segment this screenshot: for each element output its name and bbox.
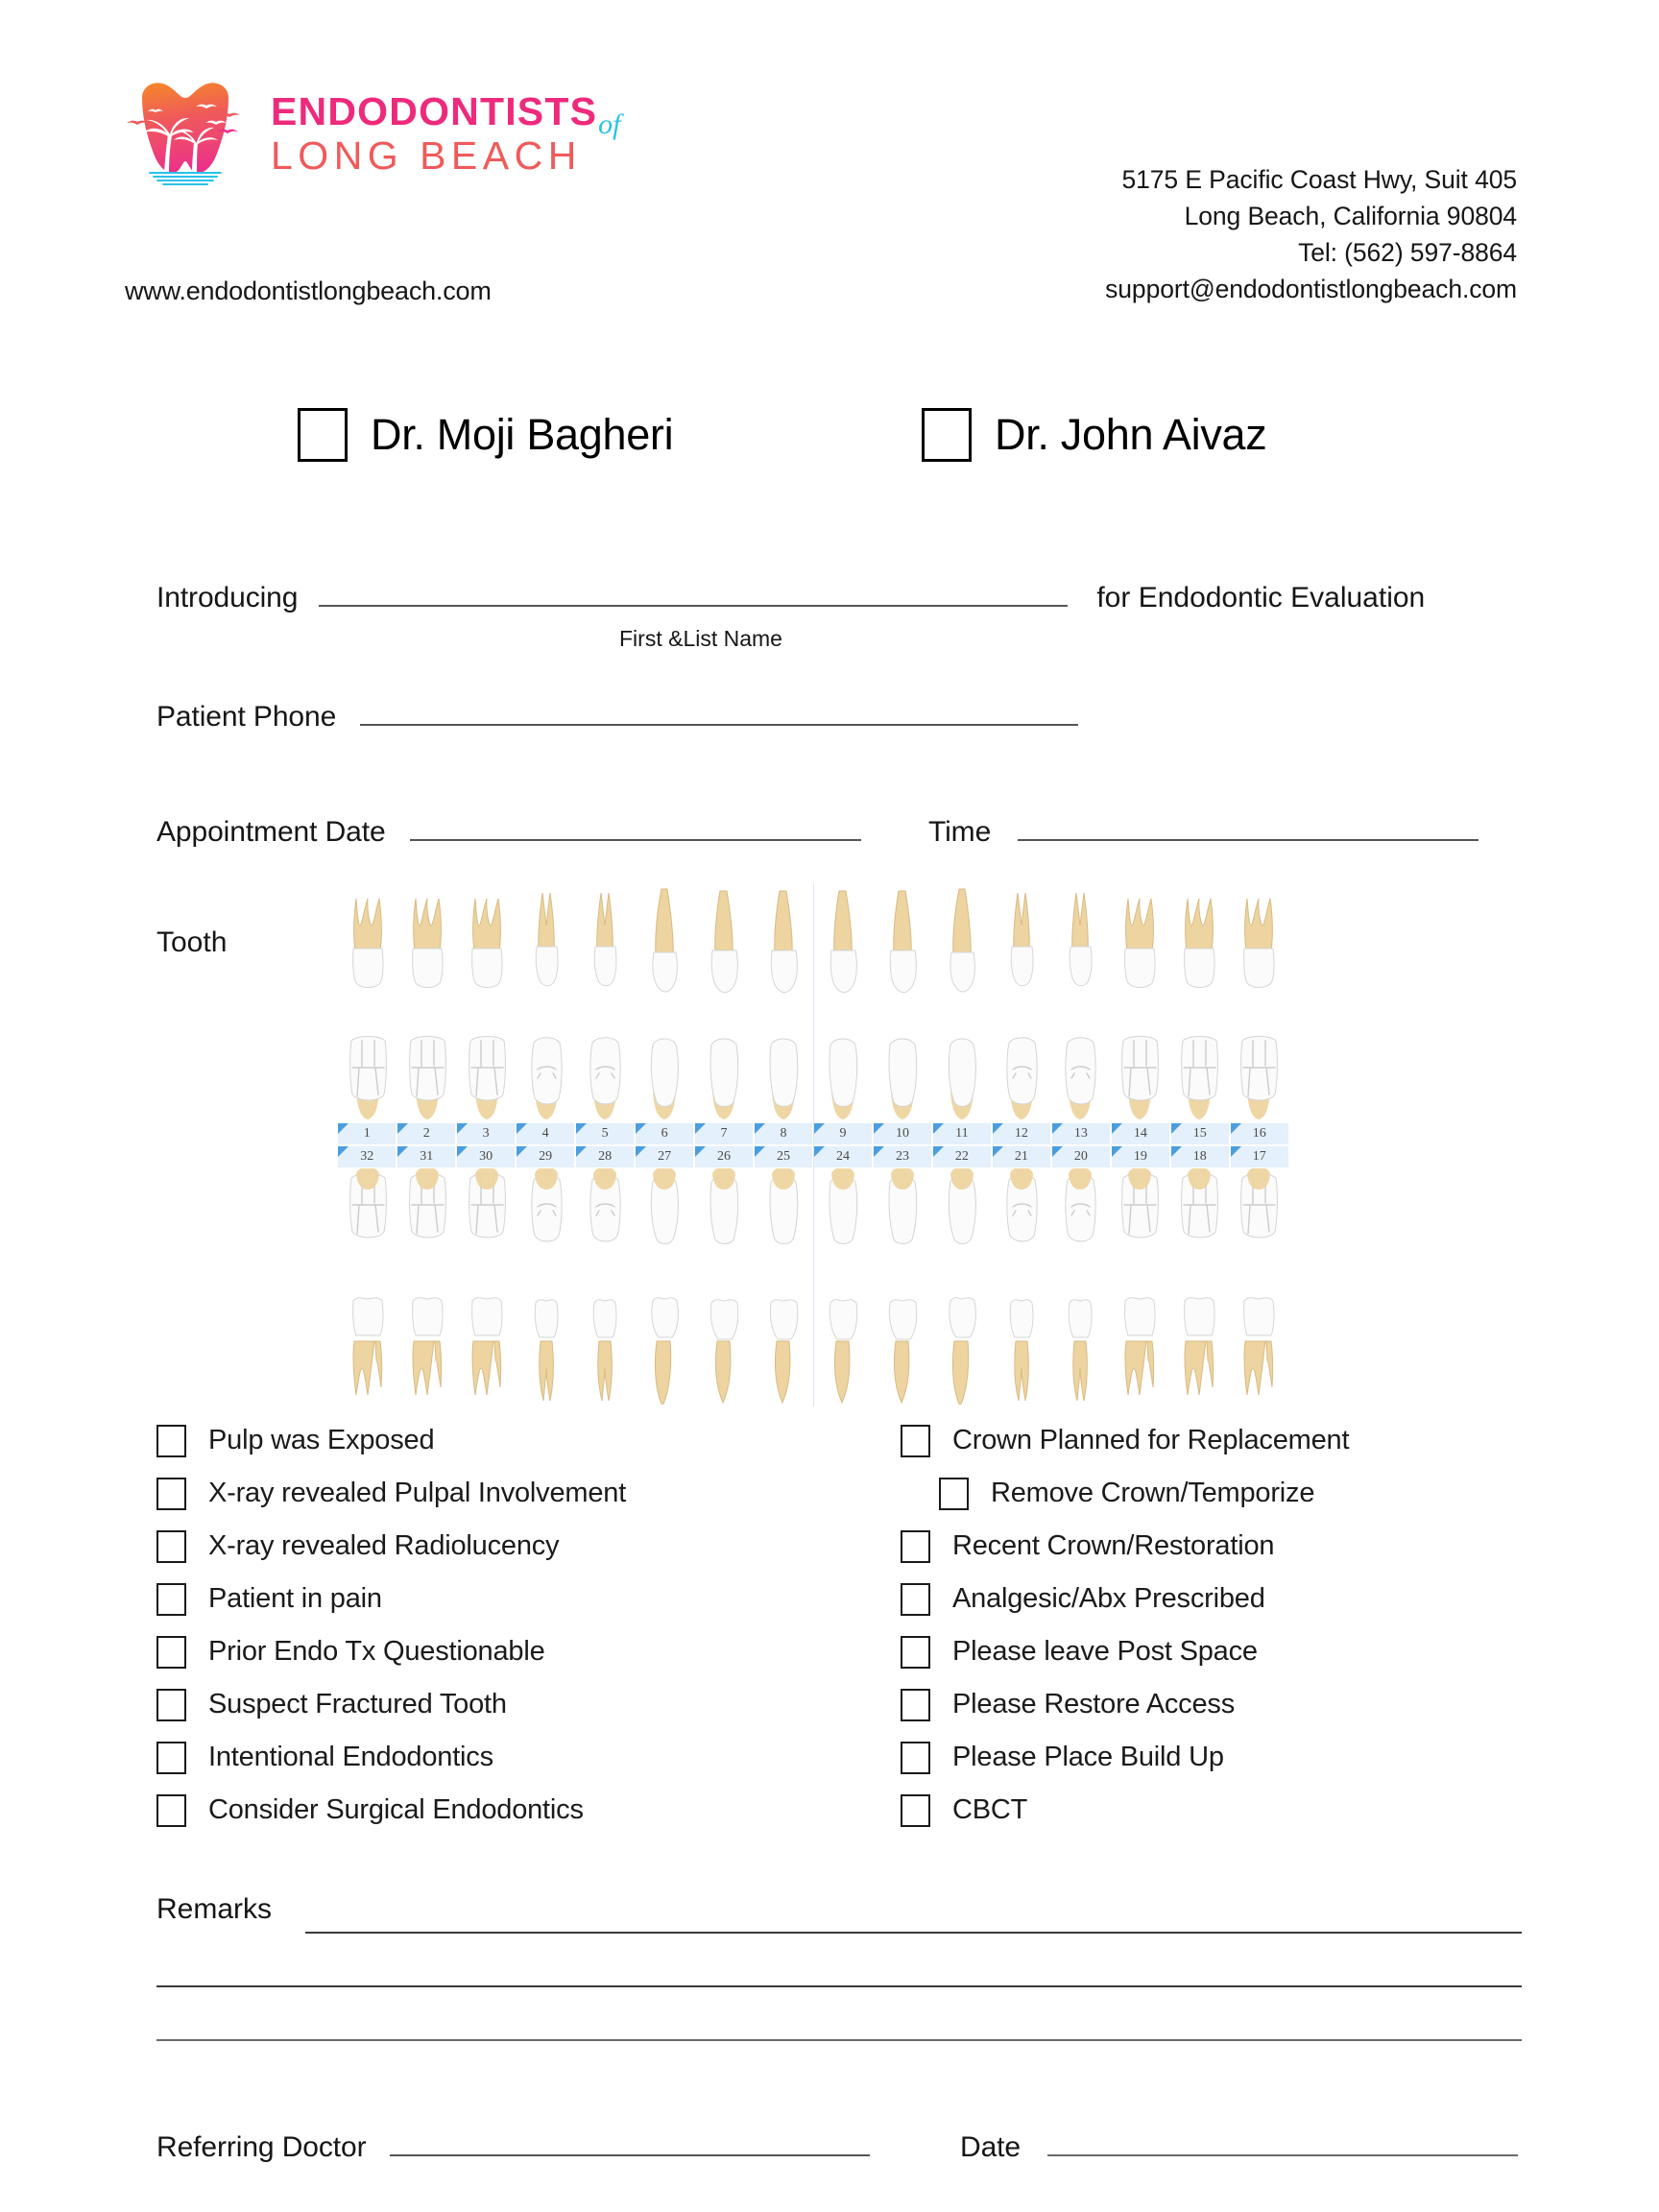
checkbox[interactable] — [156, 1425, 186, 1457]
appointment-date-label: Appointment Date — [156, 816, 386, 848]
checkbox[interactable] — [901, 1689, 930, 1721]
tooth-side-view — [997, 1261, 1046, 1405]
tooth-3[interactable] — [457, 887, 517, 1123]
tooth-occlusal-view — [758, 1168, 808, 1261]
tooth-side-view — [699, 1261, 749, 1405]
checklist-column-left — [156, 1414, 626, 1837]
tooth-28[interactable] — [576, 1168, 636, 1405]
doctor-checkbox[interactable] — [922, 408, 972, 462]
checklist-item-label: Suspect Fractured Tooth — [208, 1689, 507, 1719]
tooth-26[interactable] — [694, 1168, 754, 1405]
tooth-number-cell[interactable]: 27 — [636, 1146, 693, 1167]
tooth-side-view — [1115, 1261, 1165, 1405]
checkbox[interactable] — [901, 1794, 930, 1827]
checklist-item[interactable] — [901, 1573, 1349, 1625]
tooth-21[interactable] — [992, 1168, 1051, 1405]
checklist-item[interactable] — [156, 1520, 626, 1573]
checklist-item-label: Patient in pain — [208, 1583, 382, 1614]
wordmark-endodontists: ENDODONTISTS — [271, 88, 598, 133]
checkbox[interactable] — [156, 1530, 186, 1563]
tooth-side-view — [1234, 1261, 1284, 1405]
tooth-side-view — [997, 887, 1046, 1031]
tooth-occlusal-view — [937, 1031, 987, 1123]
tooth-number-cell[interactable]: 19 — [1112, 1146, 1169, 1167]
checkbox[interactable] — [156, 1478, 186, 1510]
introducing-caption: First &List Name — [619, 626, 782, 651]
tooth-chart-label: Tooth — [156, 926, 228, 958]
tooth-9[interactable] — [813, 887, 873, 1123]
tooth-side-view — [878, 1261, 927, 1405]
upper-tooth-numbers — [338, 1123, 1288, 1144]
tooth-number-cell[interactable]: 6 — [636, 1123, 693, 1144]
tooth-side-view — [818, 1261, 868, 1405]
tooth-occlusal-view — [997, 1168, 1046, 1261]
tooth-occlusal-view — [639, 1031, 689, 1123]
tooth-side-view — [1115, 887, 1165, 1031]
tooth-8[interactable] — [754, 887, 813, 1123]
tooth-30[interactable] — [457, 1168, 517, 1405]
checkbox[interactable] — [901, 1530, 930, 1563]
practice-logo — [113, 75, 689, 192]
checklist-item[interactable] — [156, 1784, 626, 1837]
tooth-number-cell[interactable]: 10 — [874, 1123, 931, 1144]
tooth-side-view — [1174, 887, 1224, 1031]
upper-arch-teeth — [338, 883, 1288, 1123]
tooth-number-cell[interactable]: 14 — [1112, 1123, 1169, 1144]
date-row — [960, 2124, 1518, 2164]
remarks-label: Remarks — [156, 1893, 273, 1925]
tooth-side-view — [1174, 1261, 1224, 1405]
tooth-2[interactable] — [397, 887, 457, 1123]
checklist-item[interactable] — [901, 1625, 1349, 1678]
tooth-number-cell[interactable]: 5 — [576, 1123, 634, 1144]
tooth-7[interactable] — [694, 887, 754, 1123]
lower-right-quadrant — [338, 1168, 813, 1405]
wordmark-long-beach: LONG BEACH — [271, 132, 582, 178]
tooth-side-view — [521, 887, 571, 1031]
doctor-option-moji-bagheri[interactable] — [298, 408, 922, 462]
tooth-side-view — [343, 887, 393, 1031]
tooth-number-cell[interactable]: 32 — [338, 1146, 396, 1167]
patient-phone-label: Patient Phone — [156, 701, 337, 733]
checklist-item-label: Remove Crown/Temporize — [991, 1478, 1315, 1508]
tooth-6[interactable] — [635, 887, 694, 1123]
tooth-occlusal-view — [997, 1031, 1046, 1123]
tooth-25[interactable] — [754, 1168, 813, 1405]
tooth-side-view — [937, 1261, 987, 1405]
tooth-number-cell[interactable]: 11 — [933, 1123, 991, 1144]
checkbox[interactable] — [901, 1636, 930, 1669]
introducing-label: Introducing — [156, 582, 299, 613]
checklist-item-label: X-ray revealed Pulpal Involvement — [208, 1478, 627, 1508]
tooth-number-cell[interactable]: 2 — [397, 1123, 455, 1144]
tooth-occlusal-view — [1174, 1168, 1224, 1261]
tooth-number-cell[interactable]: 21 — [993, 1146, 1050, 1167]
tooth-side-view — [580, 887, 630, 1031]
checklist-item[interactable] — [901, 1678, 1349, 1731]
tooth-number-cell[interactable]: 12 — [993, 1123, 1050, 1144]
checklist-item[interactable] — [901, 1784, 1349, 1837]
tooth-side-view — [639, 887, 689, 1031]
tooth-14[interactable] — [1110, 887, 1169, 1123]
tooth-side-view — [758, 1261, 808, 1405]
checkbox[interactable] — [939, 1478, 969, 1510]
wordmark-line-1 — [271, 88, 621, 140]
tooth-occlusal-view — [521, 1031, 571, 1123]
tooth-occlusal-view — [1234, 1031, 1284, 1123]
tooth-4[interactable] — [517, 887, 576, 1123]
checklist-item-label: Crown Planned for Replacement — [952, 1425, 1350, 1455]
tooth-occlusal-view — [937, 1168, 987, 1261]
tooth-number-cell[interactable]: 4 — [517, 1123, 574, 1144]
tooth-side-view — [580, 1261, 630, 1405]
checklist-item-label: X-ray revealed Radiolucency — [208, 1530, 560, 1561]
address-line-1: 5175 E Pacific Coast Hwy, Suit 405 — [1121, 165, 1517, 194]
introducing-input[interactable] — [319, 574, 1068, 607]
date-label: Date — [960, 2131, 1021, 2163]
appointment-date-row — [156, 808, 861, 849]
address-line-2: Long Beach, California 90804 — [1184, 202, 1517, 231]
tooth-occlusal-view — [580, 1168, 630, 1261]
tooth-27[interactable] — [635, 1168, 694, 1405]
tooth-chart[interactable] — [338, 883, 1288, 1407]
checkbox[interactable] — [901, 1583, 930, 1616]
tooth-side-view — [937, 887, 987, 1031]
checklist-item[interactable] — [156, 1731, 626, 1784]
tooth-occlusal-view — [818, 1168, 868, 1261]
tooth-12[interactable] — [992, 887, 1051, 1123]
tooth-16[interactable] — [1229, 887, 1288, 1123]
doctor-option-john-aivaz[interactable] — [922, 408, 1266, 462]
tooth-side-view — [402, 1261, 452, 1405]
tooth-occlusal-view — [1115, 1031, 1165, 1123]
tooth-occlusal-view — [1115, 1168, 1165, 1261]
doctor-name: Dr. John Aivaz — [995, 410, 1267, 459]
introducing-tail-text: for Endodontic Evaluation — [1096, 582, 1426, 613]
tooth-number-cell[interactable]: 22 — [933, 1146, 991, 1167]
tooth-side-view — [521, 1261, 571, 1405]
checklist-item[interactable] — [156, 1414, 626, 1467]
tooth-number-cell[interactable]: 7 — [695, 1123, 753, 1144]
checklist-item[interactable] — [156, 1467, 626, 1520]
tooth-number-cell[interactable]: 9 — [814, 1123, 872, 1144]
lower-arch-teeth — [338, 1168, 1288, 1410]
phone-number: Tel: (562) 597-8864 — [1298, 238, 1517, 268]
checklist-item-label: Please leave Post Space — [952, 1636, 1258, 1667]
remarks-line-1[interactable] — [305, 1932, 1522, 1934]
tooth-side-view — [818, 887, 868, 1031]
wordmark-of: of — [598, 108, 621, 140]
checklist-item-label: CBCT — [952, 1794, 1028, 1825]
lower-left-quadrant — [813, 1168, 1288, 1405]
upper-left-quadrant — [813, 887, 1288, 1123]
tooth-number-cell[interactable]: 20 — [1052, 1146, 1110, 1167]
tooth-occlusal-view — [462, 1031, 512, 1123]
checklist-item-label: Prior Endo Tx Questionable — [208, 1636, 545, 1667]
tooth-side-view — [343, 1261, 393, 1405]
tooth-number-cell[interactable]: 23 — [874, 1146, 931, 1167]
tooth-15[interactable] — [1169, 887, 1229, 1123]
website-url[interactable]: www.endodontistlongbeach.com — [125, 276, 492, 305]
doctor-selection — [0, 408, 1659, 462]
upper-right-quadrant — [338, 887, 813, 1123]
tooth-number-cell[interactable]: 25 — [755, 1146, 812, 1167]
date-input[interactable] — [1047, 2124, 1518, 2156]
patient-phone-row — [156, 693, 1078, 733]
checkbox[interactable] — [156, 1742, 186, 1774]
referring-doctor-input[interactable] — [390, 2124, 870, 2156]
tooth-number-cell[interactable]: 1 — [338, 1123, 396, 1144]
doctor-name: Dr. Moji Bagheri — [371, 410, 674, 459]
tooth-occlusal-view — [1234, 1168, 1284, 1261]
tooth-occlusal-view — [402, 1031, 452, 1123]
tooth-number-cell[interactable]: 18 — [1171, 1146, 1229, 1167]
tooth-side-view — [878, 887, 927, 1031]
email-address[interactable]: support@endodontistlongbeach.com — [1105, 275, 1517, 304]
tooth-occlusal-view — [1055, 1031, 1105, 1123]
tooth-occlusal-view — [343, 1168, 393, 1261]
checklist-item[interactable] — [901, 1731, 1349, 1784]
tooth-occlusal-view — [462, 1168, 512, 1261]
referring-doctor-row — [156, 2124, 870, 2164]
tooth-occlusal-view — [1055, 1168, 1105, 1261]
tooth-occlusal-view — [758, 1031, 808, 1123]
tooth-side-view — [699, 887, 749, 1031]
tooth-29[interactable] — [517, 1168, 576, 1405]
tooth-palm-sunset-logo-icon — [113, 77, 257, 190]
checklist-item-label: Pulp was Exposed — [208, 1425, 435, 1455]
tooth-17[interactable] — [1229, 1168, 1288, 1405]
tooth-number-cell[interactable]: 31 — [397, 1146, 455, 1167]
tooth-occlusal-view — [699, 1031, 749, 1123]
tooth-19[interactable] — [1110, 1168, 1169, 1405]
tooth-occlusal-view — [1174, 1031, 1224, 1123]
tooth-side-view — [758, 887, 808, 1031]
tooth-number-cell[interactable]: 24 — [814, 1146, 872, 1167]
page-header — [0, 0, 1659, 326]
contact-info — [1105, 161, 1517, 308]
tooth-side-view — [462, 1261, 512, 1405]
tooth-23[interactable] — [873, 1168, 932, 1405]
practice-wordmark — [271, 88, 621, 178]
patient-phone-input[interactable] — [360, 693, 1078, 726]
time-row — [928, 808, 1479, 849]
tooth-side-view — [402, 887, 452, 1031]
tooth-side-view — [639, 1261, 689, 1405]
tooth-side-view — [462, 887, 512, 1031]
checklist-item[interactable] — [901, 1467, 1349, 1520]
tooth-31[interactable] — [397, 1168, 457, 1405]
tooth-5[interactable] — [576, 887, 636, 1123]
lower-tooth-numbers — [338, 1146, 1288, 1167]
checkbox[interactable] — [156, 1689, 186, 1721]
tooth-occlusal-view — [878, 1031, 927, 1123]
tooth-number-cell[interactable]: 17 — [1231, 1146, 1288, 1167]
tooth-number-cell[interactable]: 26 — [695, 1146, 753, 1167]
tooth-32[interactable] — [338, 1168, 397, 1405]
doctor-checkbox[interactable] — [298, 408, 348, 462]
checkbox[interactable] — [901, 1742, 930, 1774]
referring-doctor-label: Referring Doctor — [156, 2131, 367, 2163]
tooth-number-cell[interactable]: 8 — [755, 1123, 812, 1144]
tooth-number-cell[interactable]: 3 — [457, 1123, 515, 1144]
appointment-date-input[interactable] — [410, 808, 861, 841]
remarks-line-2[interactable] — [156, 1985, 1522, 1987]
checkbox[interactable] — [156, 1583, 186, 1616]
tooth-number-strip — [338, 1123, 1288, 1167]
tooth-occlusal-view — [343, 1031, 393, 1123]
tooth-side-view — [1234, 887, 1284, 1031]
checklist-item-label: Please Restore Access — [952, 1689, 1235, 1719]
checkbox[interactable] — [156, 1636, 186, 1669]
tooth-occlusal-view — [521, 1168, 571, 1261]
tooth-number-cell[interactable]: 29 — [517, 1146, 574, 1167]
tooth-24[interactable] — [813, 1168, 873, 1405]
checklist-item-label: Intentional Endodontics — [208, 1742, 493, 1772]
tooth-13[interactable] — [1051, 887, 1111, 1123]
tooth-number-cell[interactable]: 16 — [1231, 1123, 1288, 1144]
tooth-10[interactable] — [873, 887, 932, 1123]
tooth-11[interactable] — [932, 887, 992, 1123]
tooth-side-view — [1055, 887, 1105, 1031]
time-label: Time — [928, 816, 992, 848]
tooth-number-cell[interactable]: 13 — [1052, 1123, 1110, 1144]
introducing-row — [156, 574, 1425, 614]
tooth-occlusal-view — [580, 1031, 630, 1123]
checklist-item-label: Recent Crown/Restoration — [952, 1530, 1275, 1561]
checklist-column-right — [901, 1414, 1349, 1837]
tooth-occlusal-view — [639, 1168, 689, 1261]
checklist-item[interactable] — [156, 1625, 626, 1678]
tooth-22[interactable] — [932, 1168, 992, 1405]
checkbox[interactable] — [156, 1794, 186, 1827]
checklist-item-label: Consider Surgical Endodontics — [208, 1794, 584, 1825]
tooth-number-cell[interactable]: 28 — [576, 1146, 634, 1167]
tooth-number-cell[interactable]: 15 — [1171, 1123, 1229, 1144]
tooth-occlusal-view — [402, 1168, 452, 1261]
remarks-line-3[interactable] — [156, 2039, 1522, 2041]
checklist-item[interactable] — [156, 1573, 626, 1625]
checkbox[interactable] — [901, 1425, 930, 1457]
tooth-occlusal-view — [699, 1168, 749, 1261]
tooth-20[interactable] — [1051, 1168, 1111, 1405]
tooth-1[interactable] — [338, 887, 397, 1123]
tooth-occlusal-view — [818, 1031, 868, 1123]
tooth-number-cell[interactable]: 30 — [457, 1146, 515, 1167]
checklist-item[interactable] — [901, 1520, 1349, 1573]
checklist-item[interactable] — [156, 1678, 626, 1731]
tooth-occlusal-view — [878, 1168, 927, 1261]
tooth-side-view — [1055, 1261, 1105, 1405]
time-input[interactable] — [1018, 808, 1479, 841]
checklist-item-label: Analgesic/Abx Prescribed — [952, 1583, 1265, 1614]
tooth-18[interactable] — [1169, 1168, 1229, 1405]
checklist-item-label: Please Place Build Up — [952, 1742, 1224, 1772]
checklist-item[interactable] — [901, 1414, 1349, 1467]
